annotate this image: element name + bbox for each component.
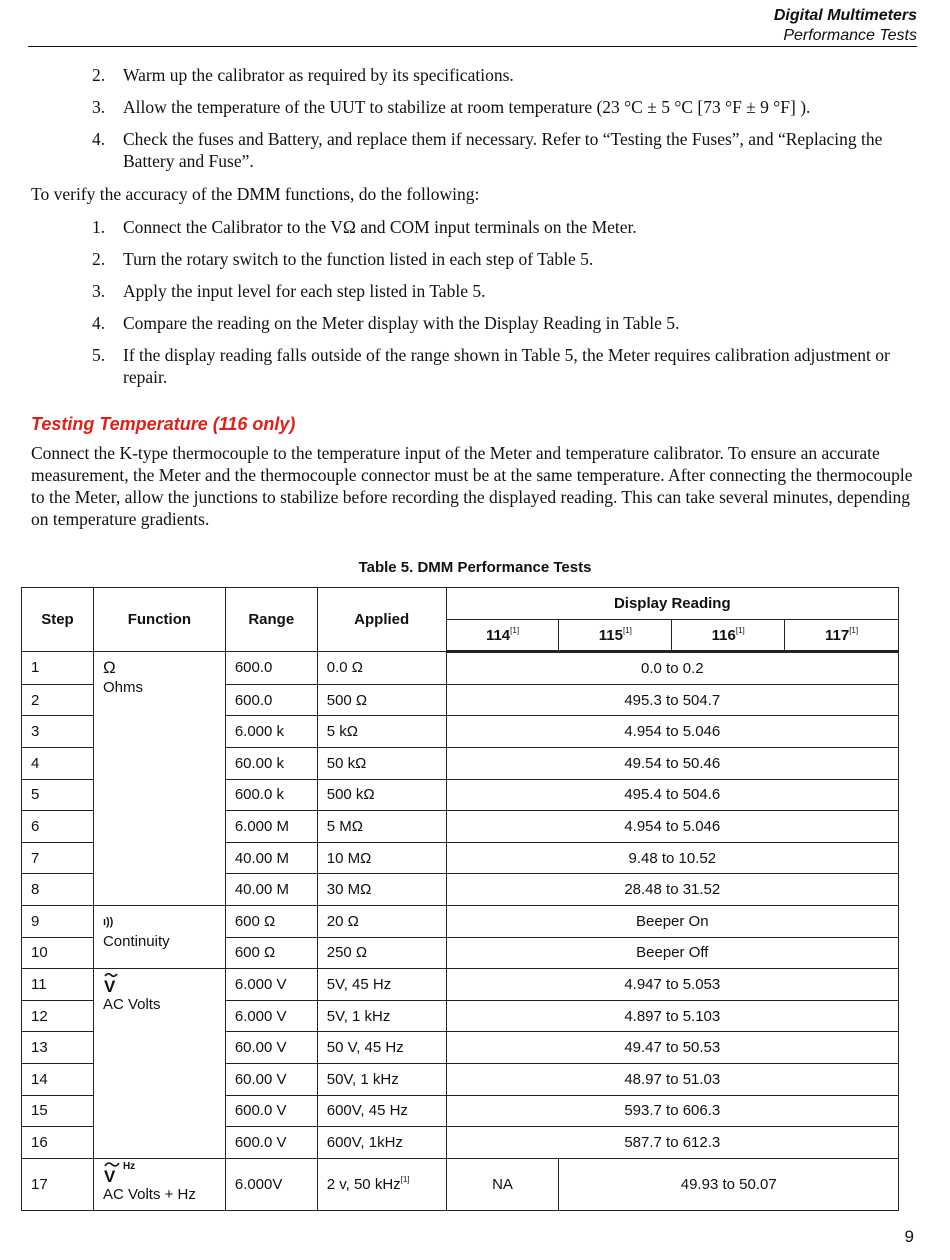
function-cell-ohms — [93, 652, 225, 906]
performance-table — [21, 587, 899, 1211]
list-text: If the display reading falls outside of the range shown in Table 5, the Meter requires calibration adjustment or repair. — [123, 345, 890, 387]
step-cell: 5 — [22, 779, 94, 811]
list-text: Turn the rotary switch to the function listed in each step of Table 5. — [123, 249, 594, 269]
list-text: Check the fuses and Battery, and replace them if necessary. Refer to “Testing the Fuses”, and “Replacing the Battery and Fuse”. — [123, 129, 883, 171]
reading-cell: 49.47 to 50.53 — [446, 1032, 898, 1064]
function-label: AC Volts — [102, 996, 161, 1014]
applied-cell: 5V, 45 Hz — [317, 969, 446, 1001]
reading-cell: 49.54 to 50.46 — [446, 747, 898, 779]
function-cell-continuity — [93, 905, 225, 968]
header-function: Function — [93, 588, 225, 652]
applied-cell: 250 Ω — [317, 937, 446, 969]
list-item — [0, 280, 950, 302]
range-cell: 40.00 M — [225, 842, 317, 874]
header-step: Step — [22, 588, 94, 652]
step-cell: 11 — [22, 969, 94, 1001]
list-number: 2. — [92, 249, 106, 269]
function-label: Ohms — [102, 679, 143, 697]
applied-cell: 2 v, 50 kHz[1] — [317, 1158, 446, 1210]
header-model-116: 116[1] — [672, 619, 785, 652]
range-cell: 60.00 k — [225, 747, 317, 779]
applied-cell: 5 MΩ — [317, 811, 446, 843]
reading-cell: 9.48 to 10.52 — [446, 842, 898, 874]
step-cell: 12 — [22, 1000, 94, 1032]
step-cell: 4 — [22, 747, 94, 779]
list-item — [0, 312, 950, 334]
applied-cell: 5 kΩ — [317, 716, 446, 748]
section-heading: Testing Temperature (116 only) — [31, 414, 296, 434]
ohm-icon: Ω — [102, 658, 116, 678]
list-text: Warm up the calibrator as required by its specifications. — [123, 65, 514, 85]
list-item — [0, 128, 950, 172]
continuity-beeper-icon: ı)) — [102, 915, 114, 928]
step-cell: 8 — [22, 874, 94, 906]
header-display-reading: Display Reading — [446, 588, 898, 620]
step-cell: 7 — [22, 842, 94, 874]
list-item — [0, 216, 950, 238]
applied-cell: 5V, 1 kHz — [317, 1000, 446, 1032]
list-number: 3. — [92, 97, 106, 117]
intro-steps-list — [0, 64, 950, 182]
range-cell: 60.00 V — [225, 1063, 317, 1095]
step-cell: 14 — [22, 1063, 94, 1095]
running-header — [774, 6, 917, 46]
header-subtitle: Performance Tests — [783, 27, 917, 44]
applied-cell: 20 Ω — [317, 905, 446, 937]
applied-cell: 600V, 1kHz — [317, 1127, 446, 1159]
range-cell: 6.000 k — [225, 716, 317, 748]
table-row — [22, 905, 899, 937]
range-cell: 600 Ω — [225, 937, 317, 969]
ac-volts-icon: V — [103, 975, 216, 995]
range-cell: 6.000V — [225, 1158, 317, 1210]
step-cell: 16 — [22, 1127, 94, 1159]
reading-cell: 4.954 to 5.046 — [446, 716, 898, 748]
function-cell-ac-volts — [93, 969, 225, 1159]
list-item — [0, 96, 950, 118]
list-text: Connect the Calibrator to the VΩ and COM input terminals on the Meter. — [123, 217, 637, 237]
list-number: 4. — [92, 129, 106, 149]
table-row — [22, 652, 899, 685]
step-cell: 10 — [22, 937, 94, 969]
reading-cell-114: NA — [446, 1158, 559, 1210]
reading-cell: 495.4 to 504.6 — [446, 779, 898, 811]
range-cell: 600.0 k — [225, 779, 317, 811]
range-cell: 6.000 V — [225, 969, 317, 1001]
header-model-115: 115[1] — [559, 619, 672, 652]
header-title: Digital Multimeters — [773, 7, 917, 24]
step-cell: 6 — [22, 811, 94, 843]
section-body: Connect the K-type thermocouple to the temperature input of the Meter and temperature calibrator. To ensure an accurate measurement, the Meter and the thermocouple connector must be at the same temperature. After connecting the thermocouple to the Meter, allow the junctions to stabilize before recording the displayed reading. This can take several minutes, depending on temperature gradients. — [31, 443, 913, 529]
reading-cell: Beeper On — [446, 905, 898, 937]
reading-cell: 495.3 to 504.7 — [446, 684, 898, 716]
applied-cell: 600V, 45 Hz — [317, 1095, 446, 1127]
list-number: 4. — [92, 313, 106, 333]
reading-cell: 0.0 to 0.2 — [446, 652, 898, 685]
applied-cell: 30 MΩ — [317, 874, 446, 906]
table-row — [22, 1158, 899, 1210]
applied-cell: 50 V, 45 Hz — [317, 1032, 446, 1064]
step-cell: 2 — [22, 684, 94, 716]
reading-cell: 4.947 to 5.053 — [446, 969, 898, 1001]
applied-cell: 50V, 1 kHz — [317, 1063, 446, 1095]
header-applied: Applied — [317, 588, 446, 652]
reading-cell: 4.954 to 5.046 — [446, 811, 898, 843]
list-number: 2. — [92, 65, 106, 85]
step-cell: 3 — [22, 716, 94, 748]
function-label: Continuity — [102, 932, 170, 950]
verify-intro: To verify the accuracy of the DMM functions, do the following: — [31, 184, 480, 204]
header-rule — [28, 46, 917, 47]
list-item — [0, 344, 950, 388]
table-row — [22, 969, 899, 1001]
range-cell: 600 Ω — [225, 905, 317, 937]
applied-cell: 10 MΩ — [317, 842, 446, 874]
step-cell: 15 — [22, 1095, 94, 1127]
reading-cell: 48.97 to 51.03 — [446, 1063, 898, 1095]
list-number: 1. — [92, 217, 106, 237]
function-label: AC Volts + Hz — [102, 1185, 196, 1203]
table-caption: Table 5. DMM Performance Tests — [358, 559, 592, 576]
reading-cell: 593.7 to 606.3 — [446, 1095, 898, 1127]
range-cell: 600.0 — [225, 652, 317, 685]
applied-cell: 50 kΩ — [317, 747, 446, 779]
range-cell: 40.00 M — [225, 874, 317, 906]
range-cell: 600.0 V — [225, 1095, 317, 1127]
list-text: Allow the temperature of the UUT to stabilize at room temperature (23 °C ± 5 °C [73 °F ± 9 °F] ). — [123, 97, 811, 117]
ac-volts-hz-icon: Hz V — [103, 1160, 136, 1186]
range-cell: 600.0 V — [225, 1127, 317, 1159]
verify-steps-list — [0, 216, 950, 398]
header-range: Range — [225, 588, 317, 652]
reading-cell: 28.48 to 31.52 — [446, 874, 898, 906]
reading-cell: 49.93 to 50.07 — [559, 1158, 899, 1210]
list-number: 3. — [92, 281, 106, 301]
step-cell: 9 — [22, 905, 94, 937]
reading-cell: 4.897 to 5.103 — [446, 1000, 898, 1032]
reading-cell: Beeper Off — [446, 937, 898, 969]
header-model-114: 114[1] — [446, 619, 559, 652]
range-cell: 60.00 V — [225, 1032, 317, 1064]
step-cell: 13 — [22, 1032, 94, 1064]
applied-cell: 500 kΩ — [317, 779, 446, 811]
list-item — [0, 248, 950, 270]
applied-cell: 500 Ω — [317, 684, 446, 716]
list-text: Compare the reading on the Meter display with the Display Reading in Table 5. — [123, 313, 680, 333]
applied-cell: 0.0 Ω — [317, 652, 446, 685]
step-cell: 1 — [22, 652, 94, 685]
range-cell: 600.0 — [225, 684, 317, 716]
function-cell-ac-volts-hz — [93, 1158, 225, 1210]
reading-cell: 587.7 to 612.3 — [446, 1127, 898, 1159]
list-text: Apply the input level for each step listed in Table 5. — [123, 281, 486, 301]
range-cell: 6.000 V — [225, 1000, 317, 1032]
header-model-117: 117[1] — [785, 619, 899, 652]
range-cell: 6.000 M — [225, 811, 317, 843]
list-number: 5. — [92, 345, 106, 365]
step-cell: 17 — [22, 1158, 94, 1210]
page-number: 9 — [904, 1227, 914, 1246]
list-item — [0, 64, 950, 86]
